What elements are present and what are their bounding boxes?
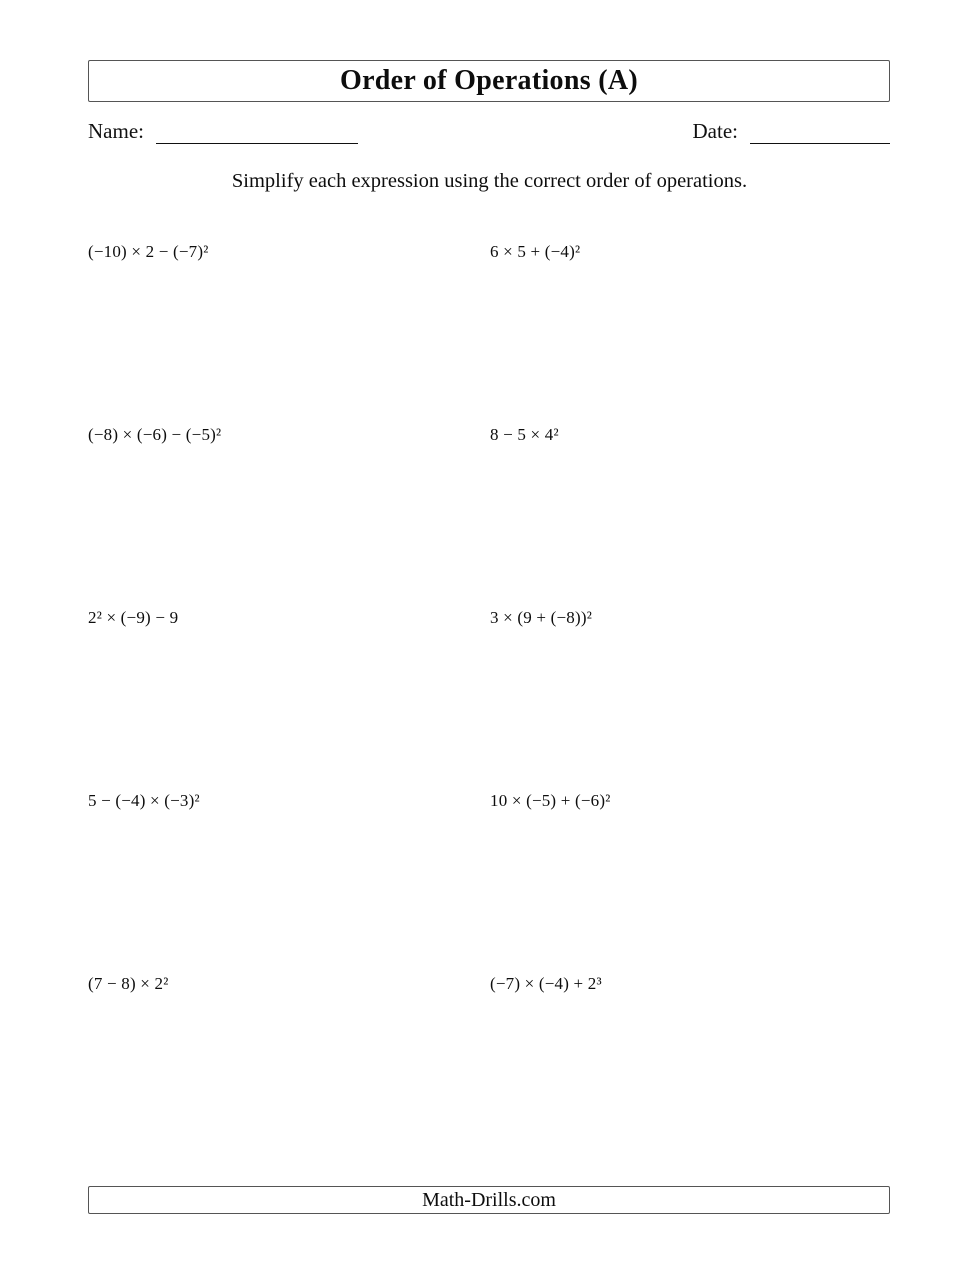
problem-expression: 3 × (9 + (−8))² [490,608,593,627]
date-blank-line [750,118,890,144]
problem-expression: (−8) × (−6) − (−5)² [88,425,222,444]
problem-row [88,232,890,415]
name-group [88,118,358,144]
footer-brand: Math-Drills.com [422,1188,556,1211]
problem-row [88,598,890,781]
problem-expression: 2² × (−9) − 9 [88,608,179,627]
title-box [88,60,890,102]
problem-expression: (−7) × (−4) + 2³ [490,974,602,993]
footer-box [88,1186,890,1214]
problem-expression: 5 − (−4) × (−3)² [88,791,200,810]
problem-expression: (7 − 8) × 2² [88,974,169,993]
page-title: Order of Operations (A) [339,65,638,96]
problem-expression: 8 − 5 × 4² [490,425,559,444]
problems-grid [88,232,890,1147]
problem-row [88,781,890,964]
problem-row [88,415,890,598]
date-group [693,118,890,144]
problem-expression: (−10) × 2 − (−7)² [88,242,209,261]
problem-expression: 6 × 5 + (−4)² [490,242,581,261]
problem-expression: 10 × (−5) + (−6)² [490,791,611,810]
name-blank-line [156,118,358,144]
date-label: Date: [692,118,738,143]
name-label: Name: [88,118,144,143]
instructions-text: Simplify each expression using the correct order of operations. [231,170,748,192]
name-date-row [88,118,890,144]
problem-row [88,964,890,1147]
